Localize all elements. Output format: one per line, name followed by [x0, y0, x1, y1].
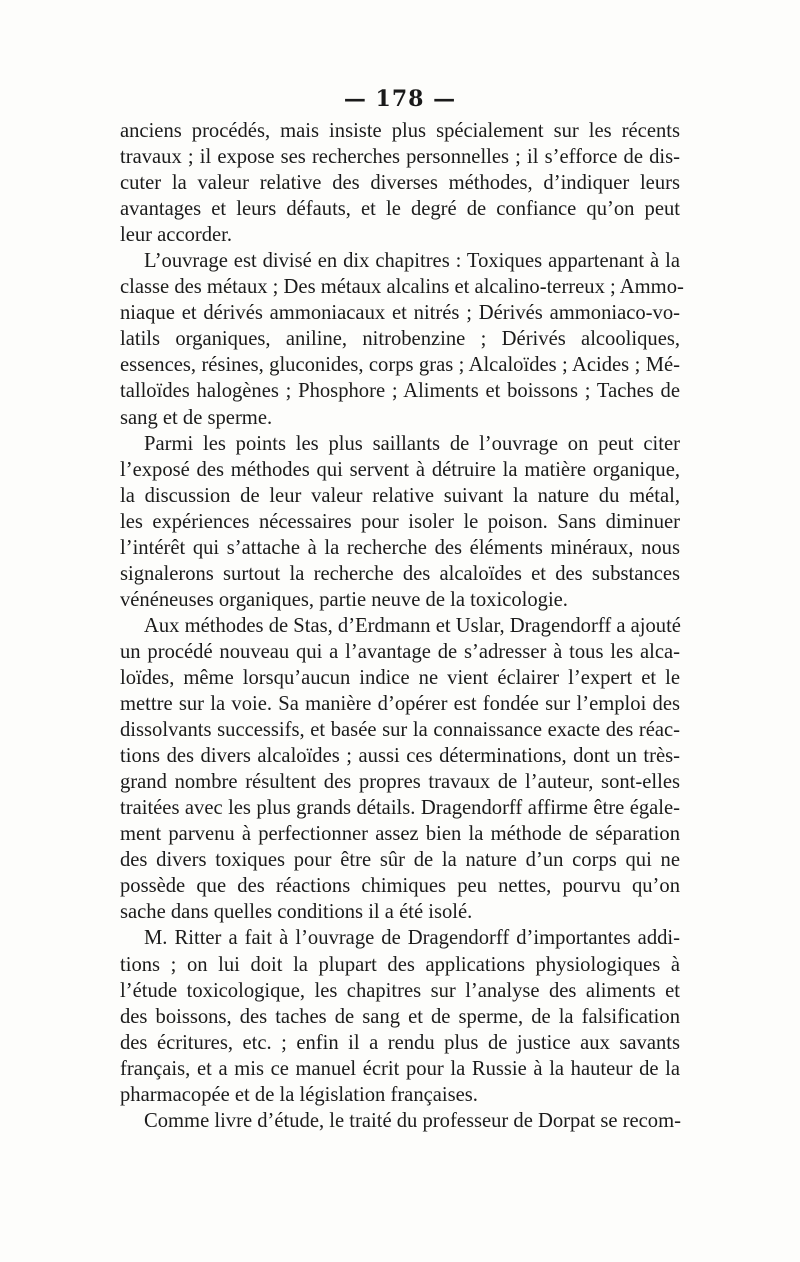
text-line: mettre sur la voie. Sa manière d’opérer est fondée sur l’emploi des — [120, 693, 680, 716]
text-line: un procédé nouveau qui a l’avantage de s’adresser à tous les alca- — [120, 640, 680, 663]
text-line: l’intérêt qui s’attache à la recherche des éléments minéraux, nous — [120, 536, 680, 559]
text-line: sang et de sperme. — [120, 406, 273, 429]
text-line: les expériences nécessaires pour isoler le poison. Sans diminuer — [120, 510, 680, 533]
text-line: possède que des réactions chimiques peu nettes, pourvu qu’on — [120, 875, 680, 898]
text-line: classe des métaux ; Des métaux alcalins et alcalino-terreux ; Ammo- — [120, 276, 684, 299]
text-line: des écritures, etc. ; enfin il a rendu plus de justice aux savants — [120, 1031, 680, 1054]
text-line: signalerons surtout la recherche des alcaloïdes et des substances — [120, 562, 680, 585]
text-line: essences, résines, gluconides, corps gras ; Alcaloïdes ; Acides ; Mé- — [120, 354, 680, 377]
text-line: vénéneuses organiques, partie neuve de la toxicologie. — [120, 588, 568, 611]
text-line: leur accorder. — [120, 224, 233, 247]
text-line: dissolvants successifs, et basée sur la connaissance exacte des réac- — [120, 719, 680, 742]
text-line: tions ; on lui doit la plupart des applications physiologiques à — [120, 953, 680, 976]
text-line: traitées avec les plus grands détails. Dragendorff affirme être égale- — [120, 797, 680, 820]
text-line: l’étude toxicologique, les chapitres sur l’analyse des aliments et — [120, 979, 680, 1002]
text-line: Aux méthodes de Stas, d’Erdmann et Uslar, Dragendorff a ajouté — [144, 614, 681, 637]
text-line: la discussion de leur valeur relative suivant la nature du métal, — [120, 484, 680, 507]
body-text — [120, 118, 684, 1134]
text-line: avantages et leurs défauts, et le degré de confiance qu’on peut — [120, 198, 680, 221]
text-line: pharmacopée et de la législation françaises. — [120, 1083, 478, 1106]
text-line: ment parvenu à perfectionner assez bien la méthode de séparation — [120, 823, 680, 846]
text-line: anciens procédés, mais insiste plus spécialement sur les récents — [120, 120, 680, 142]
text-line: M. Ritter a fait à l’ouvrage de Dragendorff d’importantes addi- — [144, 927, 680, 950]
text-line: latils organiques, aniline, nitrobenzine ; Dérivés alcooliques, — [120, 328, 680, 351]
text-line: des boissons, des taches de sang et de sperme, de la falsification — [120, 1005, 680, 1028]
text-line: L’ouvrage est divisé en dix chapitres : Toxiques appartenant à la — [144, 250, 680, 273]
text-line: niaque et dérivés ammoniacaux et nitrés ; Dérivés ammoniaco-vo- — [120, 302, 680, 325]
text-line: tions des divers alcaloïdes ; aussi ces déterminations, dont un très- — [120, 745, 680, 768]
text-line: des divers toxiques pour être sûr de la nature d’un corps qui ne — [120, 849, 680, 872]
text-line: français, et a mis ce manuel écrit pour la Russie à la hauteur de la — [120, 1057, 680, 1080]
text-line: talloïdes halogènes ; Phosphore ; Aliments et boissons ; Taches de — [120, 380, 680, 403]
text-line: sache dans quelles conditions il a été isolé. — [120, 901, 473, 924]
text-line: Comme livre d’étude, le traité du professeur de Dorpat se recom- — [144, 1109, 681, 1132]
text-line: cuter la valeur relative des diverses méthodes, d’indiquer leurs — [120, 172, 680, 195]
text-line: grand nombre résultent des propres travaux de l’auteur, sont-elles — [120, 771, 680, 794]
text-line: Parmi les points les plus saillants de l’ouvrage on peut citer — [144, 432, 680, 455]
text-line: travaux ; il expose ses recherches personnelles ; il s’efforce de dis- — [120, 146, 680, 169]
page-number: — 178 — — [343, 86, 457, 112]
text-line: loïdes, même lorsqu’aucun indice ne vient éclairer l’expert et le — [120, 666, 680, 689]
text-line: l’exposé des méthodes qui servent à détruire la matière organique, — [120, 458, 680, 481]
